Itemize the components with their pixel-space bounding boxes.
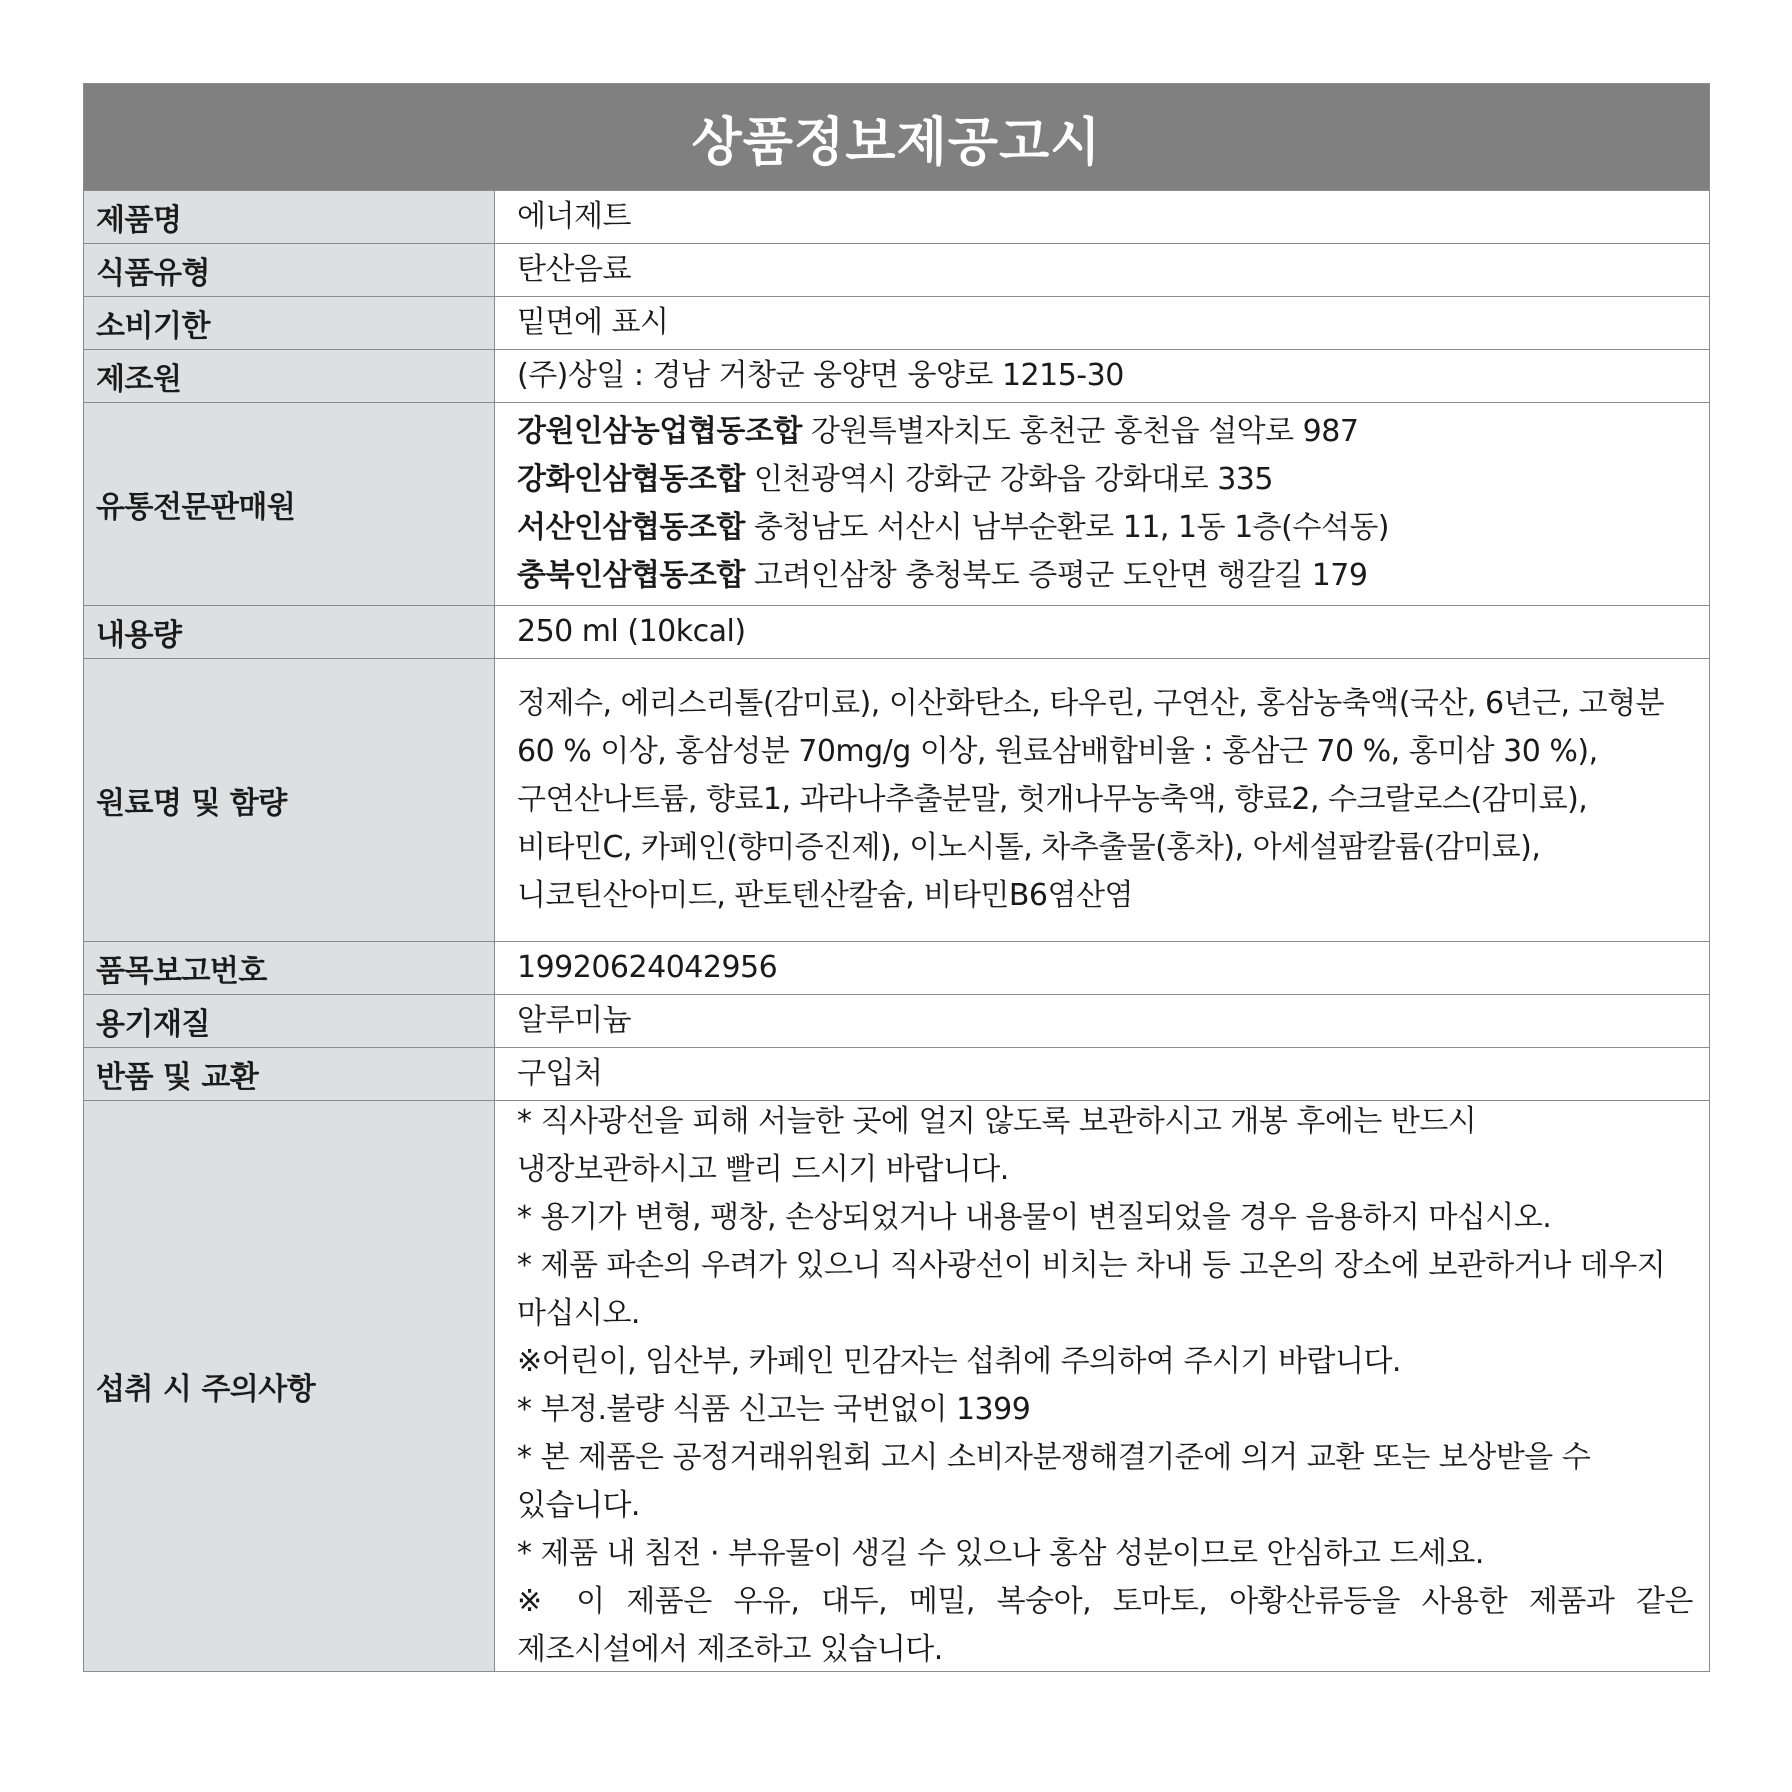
value-text: (주)상일 : 경남 거창군 웅양면 웅양로 1215-30 — [517, 358, 1124, 393]
ingredient-line: 구연산나트륨, 향료1, 과라나추출분말, 헛개나무농축액, 향료2, 수크랄로스(감미료), — [517, 782, 1588, 817]
caution-line: * 제품 내 침전 · 부유물이 생길 수 있으나 홍삼 성분이므로 안심하고 드세요. — [517, 1536, 1484, 1571]
caution-line: ※어린이, 임산부, 카페인 민감자는 섭취에 주의하여 주시기 바랍니다. — [517, 1344, 1401, 1379]
distributor-address: 강원특별자치도 홍천군 홍천읍 설악로 987 — [801, 414, 1359, 449]
caution-line: 있습니다. — [517, 1488, 640, 1523]
row-expiry — [84, 297, 1709, 350]
row-value — [495, 244, 1709, 296]
row-label: 소비기한 — [84, 297, 495, 349]
row-cautions — [84, 1101, 1709, 1671]
row-value — [495, 191, 1709, 243]
row-food-type — [84, 244, 1709, 297]
distributor-address: 충청남도 서산시 남부순환로 11, 1동 1층(수석동) — [744, 510, 1390, 545]
row-returns — [84, 1048, 1709, 1101]
row-label: 원료명 및 함량 — [84, 659, 495, 941]
caution-line: * 용기가 변형, 팽창, 손상되었거나 내용물이 변질되었을 경우 음용하지 마십시오. — [517, 1200, 1552, 1235]
row-value — [495, 942, 1709, 994]
distributor-line — [517, 552, 1693, 600]
row-label: 식품유형 — [84, 244, 495, 296]
distributor-name: 강화인삼협동조합 — [517, 462, 745, 497]
row-ingredients — [84, 659, 1709, 942]
value-text: 탄산음료 — [517, 252, 631, 287]
distributor-address: 인천광역시 강화군 강화읍 강화대로 335 — [744, 462, 1273, 497]
distributor-line — [517, 456, 1693, 504]
caution-line: 제조시설에서 제조하고 있습니다. — [517, 1632, 943, 1667]
row-value — [495, 995, 1709, 1047]
row-manufacturer — [84, 350, 1709, 403]
distributor-line — [517, 504, 1693, 552]
row-label: 제품명 — [84, 191, 495, 243]
row-distributors — [84, 403, 1709, 606]
row-value — [495, 350, 1709, 402]
row-value — [495, 1101, 1709, 1671]
row-product-name — [84, 191, 1709, 244]
distributor-address: 고려인삼창 충청북도 증평군 도안면 행갈길 179 — [744, 558, 1368, 593]
row-value — [495, 1048, 1709, 1100]
caution-line: * 부정.불량 식품 신고는 국번없이 1399 — [517, 1392, 1031, 1427]
caution-line: * 제품 파손의 우려가 있으니 직사광선이 비치는 차내 등 고온의 장소에 보관하거나 데우지 — [517, 1248, 1666, 1283]
row-container — [84, 995, 1709, 1048]
notice-title: 상품정보제공고시 — [84, 84, 1709, 191]
row-report-number — [84, 942, 1709, 995]
product-info-notice-table — [83, 83, 1710, 1672]
value-text: 250 ml (10kcal) — [517, 614, 746, 649]
row-label: 반품 및 교환 — [84, 1048, 495, 1100]
value-text: 19920624042956 — [517, 950, 778, 985]
row-value — [495, 659, 1709, 941]
value-text: 밑면에 표시 — [517, 305, 669, 340]
row-label: 유통전문판매원 — [84, 403, 495, 605]
distributor-name: 강원인삼농업협동조합 — [517, 414, 802, 449]
row-label: 내용량 — [84, 606, 495, 658]
distributor-line — [517, 408, 1693, 456]
ingredient-line: 정제수, 에리스리톨(감미료), 이산화탄소, 타우린, 구연산, 홍삼농축액(국산, 6년근, 고형분 — [517, 686, 1665, 721]
caution-line: 마십시오. — [517, 1296, 640, 1331]
caution-line: * 본 제품은 공정거래위원회 고시 소비자분쟁해결기준에 의거 교환 또는 보상받을 수 — [517, 1440, 1591, 1475]
caution-line: ※ 이 제품은 우유, 대두, 메밀, 복숭아, 토마토, 아황산류등을 사용한 제품과 같은 — [517, 1584, 1693, 1619]
row-value — [495, 606, 1709, 658]
row-label: 용기재질 — [84, 995, 495, 1047]
ingredient-line: 비타민C, 카페인(향미증진제), 이노시톨, 차추출물(홍차), 아세설팜칼륨(감미료), — [517, 830, 1541, 865]
value-text: 에너제트 — [517, 199, 631, 234]
caution-line: 냉장보관하시고 빨리 드시기 바랍니다. — [517, 1152, 1009, 1187]
ingredient-line: 60 % 이상, 홍삼성분 70mg/g 이상, 원료삼배합비율 : 홍삼근 70 %, 홍미삼 30 %), — [517, 734, 1598, 769]
row-label: 품목보고번호 — [84, 942, 495, 994]
value-text: 알루미늄 — [517, 1003, 631, 1038]
row-value — [495, 403, 1709, 605]
ingredient-line: 니코틴산아미드, 판토텐산칼슘, 비타민B6염산염 — [517, 878, 1133, 913]
row-label: 섭취 시 주의사항 — [84, 1101, 495, 1671]
distributor-name: 서산인삼협동조합 — [517, 510, 745, 545]
row-volume — [84, 606, 1709, 659]
caution-line: * 직사광선을 피해 서늘한 곳에 얼지 않도록 보관하시고 개봉 후에는 반드시 — [517, 1104, 1477, 1139]
row-value — [495, 297, 1709, 349]
row-label: 제조원 — [84, 350, 495, 402]
value-text: 구입처 — [517, 1056, 603, 1091]
distributor-name: 충북인삼협동조합 — [517, 558, 745, 593]
